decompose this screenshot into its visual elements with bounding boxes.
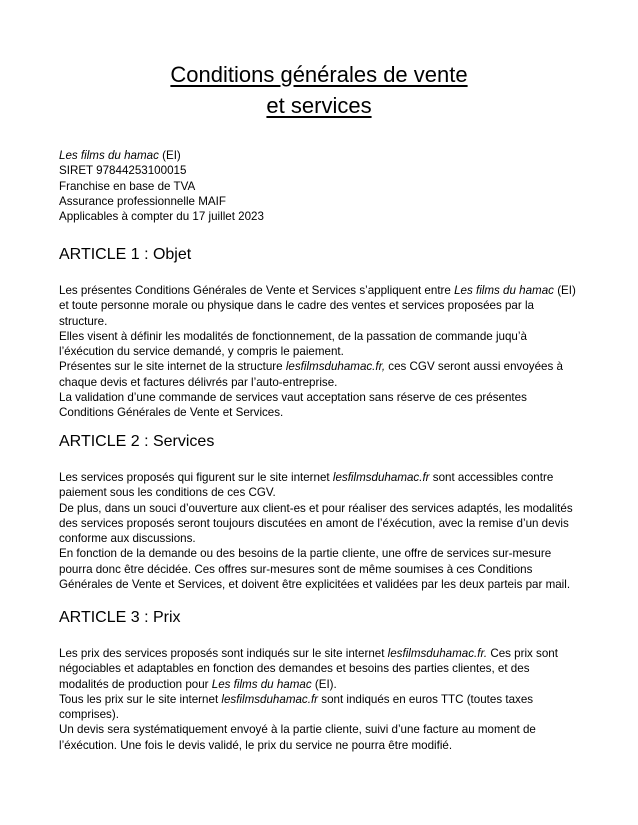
document-title [0, 59, 638, 121]
paragraph-line: chaque devis et factures délivrés par l’auto-entreprise. [59, 375, 338, 389]
company-suffix: (EI) [158, 149, 181, 162]
text-run: Les services proposés qui figurent sur le site internet [59, 471, 333, 484]
company-name: Les films du hamac [211, 677, 312, 691]
text-run: modalités de production pour [59, 677, 212, 691]
text-run: Les prix des services proposés sont indiqués sur le site internet [59, 647, 388, 660]
paragraph-line: paiement sous les conditions de ces CGV. [59, 486, 276, 500]
paragraph-line [59, 677, 581, 692]
paragraph-line: La validation d’une commande de services vaut acceptation sans réserve de ces présentes [59, 391, 527, 405]
article-2-heading: ARTICLE 2 : Services [59, 433, 215, 450]
paragraph-line: l’éxécution. Une fois le devis validé, le prix du service ne pourra être modifié. [59, 738, 453, 752]
article-3-heading: ARTICLE 3 : Prix [59, 609, 181, 626]
text-run: sont accessibles contre [429, 471, 554, 484]
article-1-heading: ARTICLE 1 : Objet [59, 246, 192, 263]
text-run: Ces prix sont [487, 647, 558, 660]
paragraph-line: En fonction de la demande ou des besoins de la partie cliente, une offre de services sur-mesure [59, 547, 552, 561]
text-run: Les présentes Conditions Générales de Vente et Services s’appliquent entre [59, 284, 455, 297]
website-name: lesfilmsduhamac.fr [332, 471, 430, 484]
text-run: (EI) [553, 284, 576, 297]
text-run: (EI). [311, 677, 337, 691]
paragraph-line [59, 692, 581, 707]
paragraph-line [59, 470, 581, 485]
paragraph-line: Elles visent à définir les modalités de fonctionnement, de la passation de commande juqu’à [59, 329, 527, 343]
title-line-2: et services [266, 93, 372, 118]
insurance-line: Assurance professionnelle MAIF [59, 194, 226, 208]
paragraph-line [59, 359, 581, 374]
paragraph-line [59, 646, 581, 661]
company-name: Les films du hamac [454, 284, 554, 297]
company-name-line [59, 148, 579, 163]
article-2-body [59, 470, 581, 592]
title-line-1: Conditions générales de vente [170, 62, 468, 87]
text-run: Présentes sur le site internet de la structure [59, 360, 286, 374]
text-run: ces CGV seront aussi envoyées à [385, 360, 563, 374]
paragraph-line: Conditions Générales de Vente et Services. [59, 406, 284, 420]
article-3-body [59, 646, 581, 753]
paragraph-line: comprises). [59, 708, 119, 722]
paragraph-line: Générales de Vente et Services, et doivent être explicitées et validées par les deux parteis par mail. [59, 578, 571, 592]
paragraph-line: De plus, dans un souci d’ouverture aux client-es et pour réaliser des services adaptés, les modalités [59, 501, 573, 515]
text-run: Tous les prix sur le site internet [59, 692, 222, 706]
paragraph-line: structure. [59, 314, 108, 328]
company-info [59, 148, 579, 224]
paragraph-line: et toute personne morale ou physique dans le cadre des ventes et services proposées par la [59, 299, 534, 313]
website-name: lesfilmsduhamac.fr, [285, 360, 386, 374]
paragraph-line: négociables et adaptables en fonction des demandes et besoins des parties clientes, et des [59, 662, 530, 676]
text-run: sont indiqués en euros TTC (toutes taxes [318, 692, 534, 706]
applicable-date-line: Applicables à compter du 17 juillet 2023 [59, 210, 264, 224]
paragraph-line: Un devis sera systématiquement envoyé à la partie cliente, suivi d’une facture au moment de [59, 723, 536, 737]
siret-line: SIRET 97844253100015 [59, 164, 187, 178]
company-name: Les films du hamac [59, 149, 159, 162]
vat-line: Franchise en base de TVA [59, 179, 196, 193]
paragraph-line [59, 283, 581, 298]
website-name: lesfilmsduhamac.fr. [387, 647, 488, 660]
paragraph-line: conforme aux discussions. [59, 532, 196, 546]
paragraph-line: l’éxécution du service demandé, y compris le paiement. [59, 345, 344, 359]
paragraph-line: pourra donc être décidée. Ces offres sur-mesures sont de même soumises à ces Conditions [59, 562, 533, 576]
paragraph-line: des services proposés seront toujours discutées en amont de l’éxécution, avec la remise d’un devis [59, 516, 569, 530]
article-1-body [59, 283, 581, 421]
website-name: lesfilmsduhamac.fr [221, 692, 319, 706]
